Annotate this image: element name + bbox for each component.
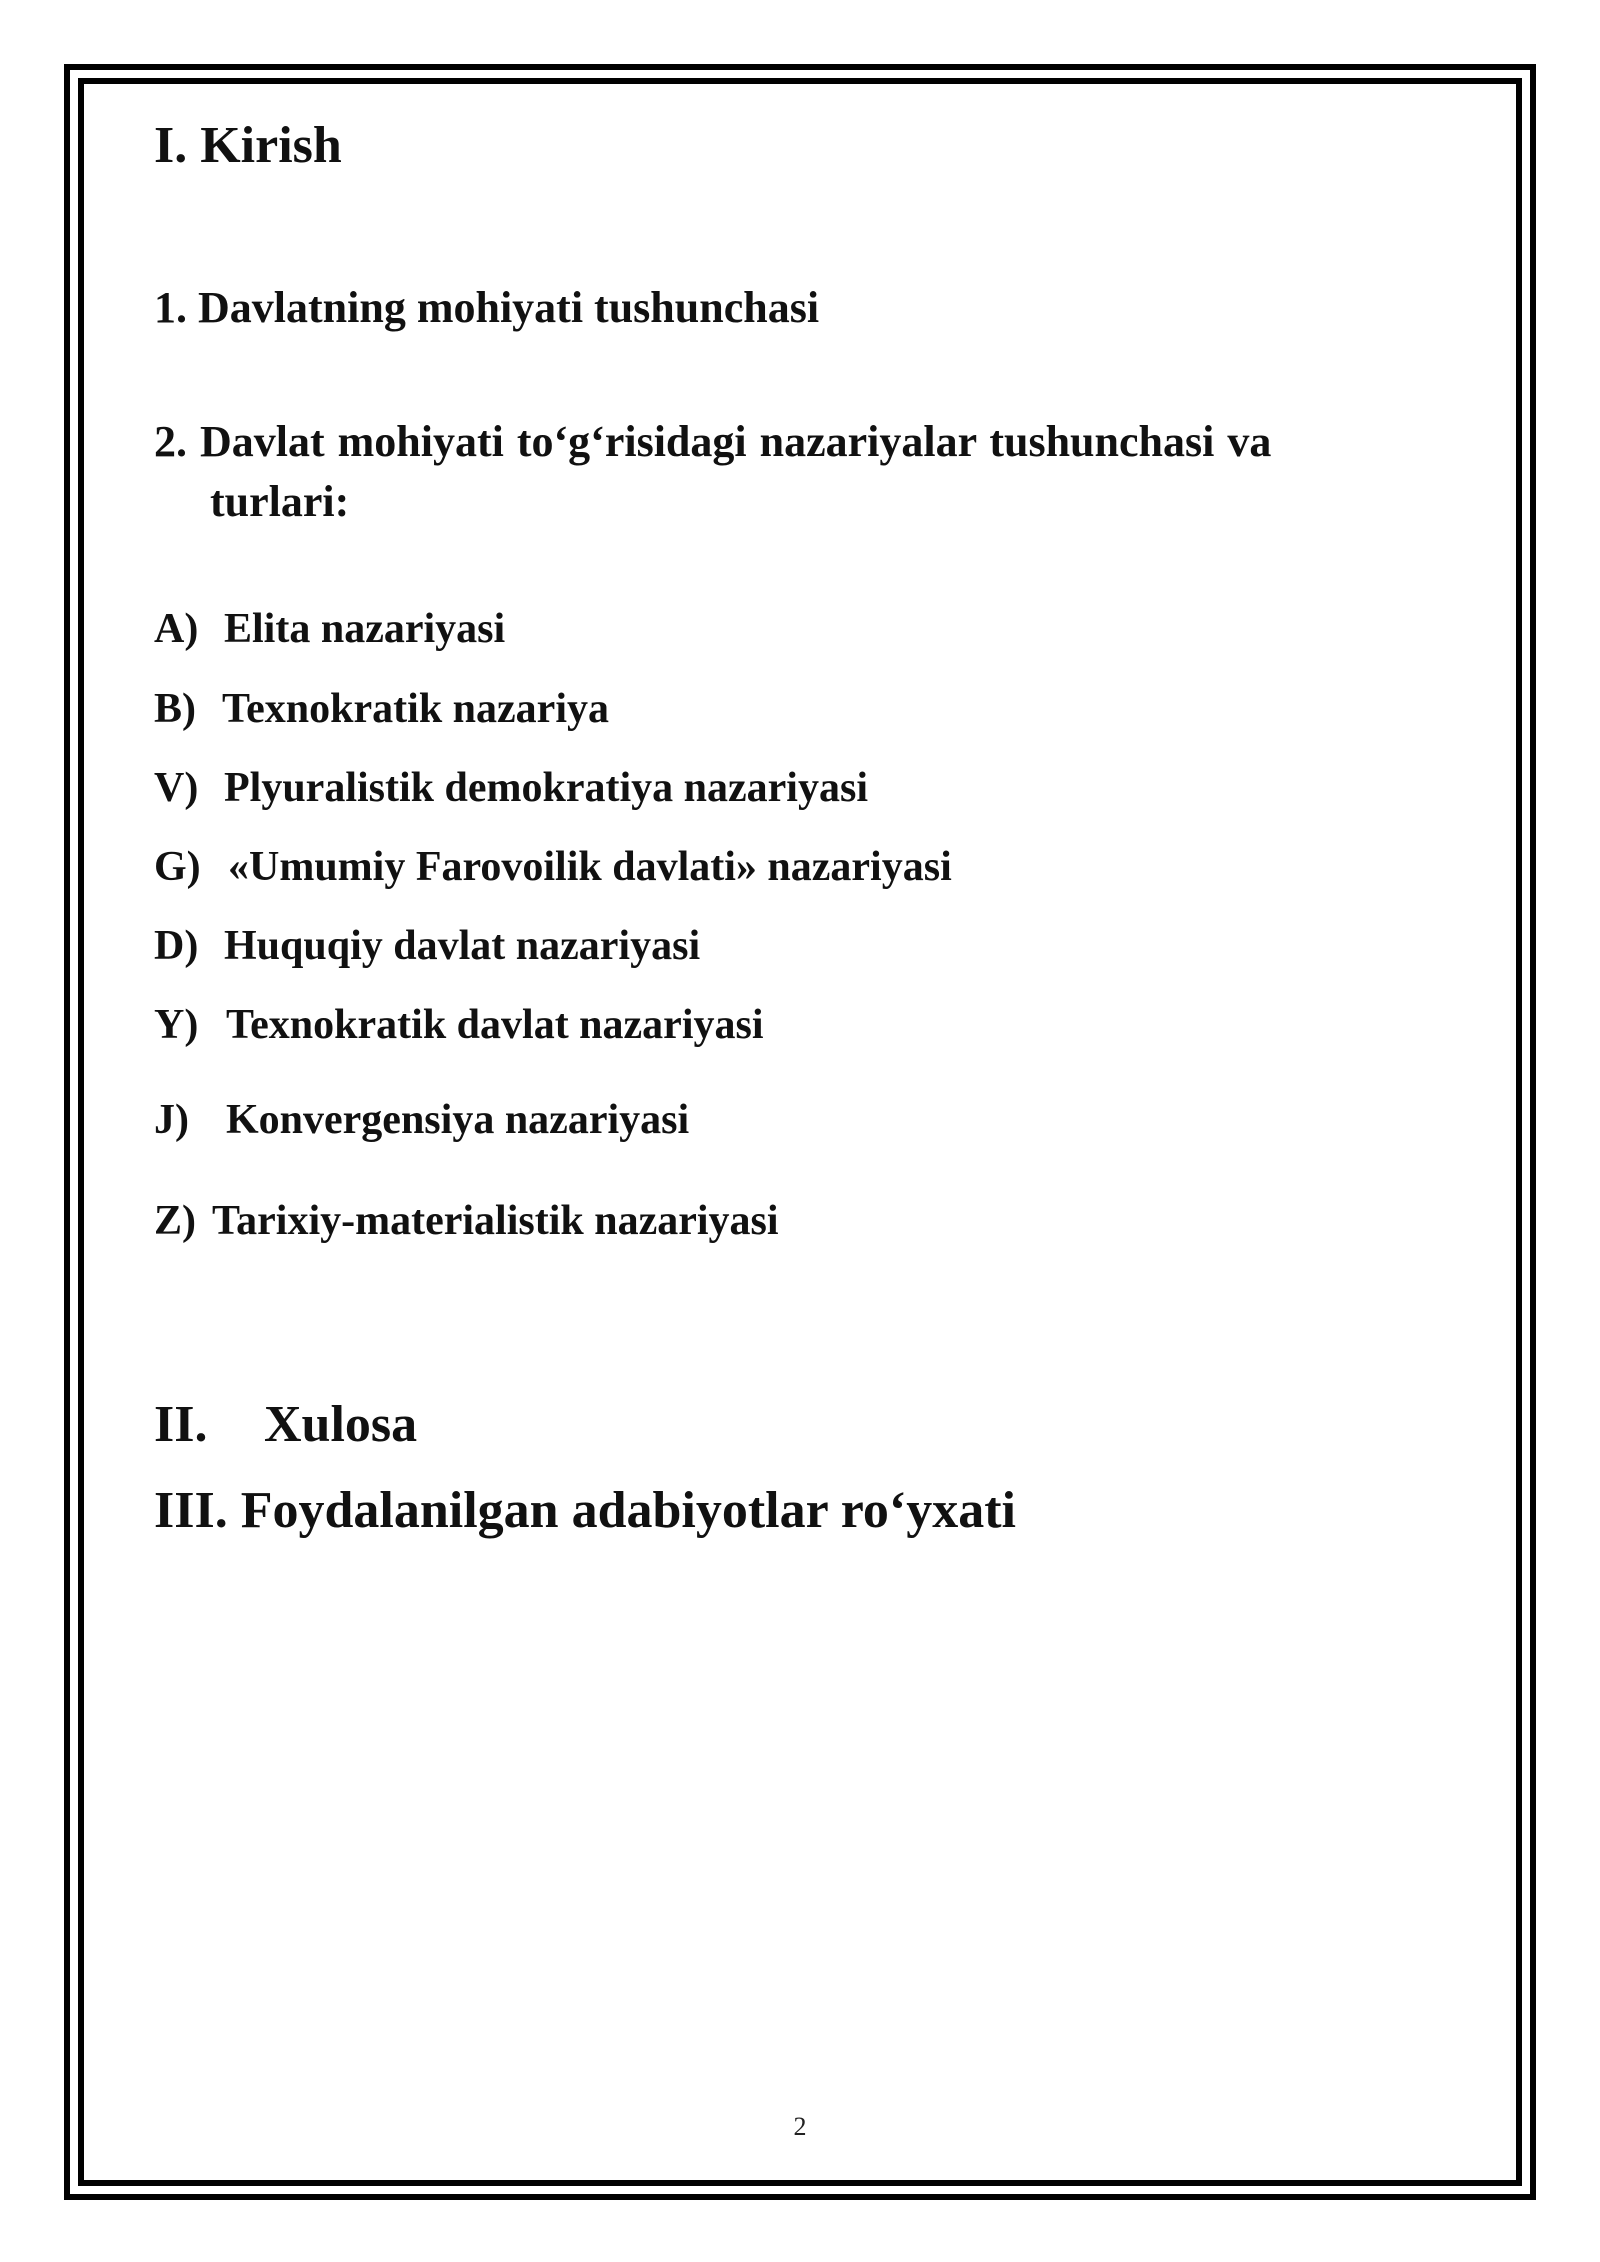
list-item-label: Texnokratik davlat nazariyasi — [226, 1002, 764, 1048]
item-2-line-2: turlari: — [210, 477, 350, 526]
list-item-theory-g — [154, 846, 952, 888]
list-item-theory-d — [154, 925, 700, 967]
list-item-theory-z — [154, 1200, 779, 1242]
list-item-label: Elita nazariyasi — [224, 606, 506, 652]
list-item-label: Plyuralistik demokratiya nazariyasi — [224, 765, 868, 811]
list-item-theory-j — [154, 1099, 689, 1141]
section-intro-heading: I. Kirish — [154, 117, 342, 174]
list-item-marker: V) — [154, 765, 199, 811]
list-item-marker: J) — [154, 1097, 189, 1143]
list-item-theory-a — [154, 608, 505, 650]
list-item-label: Huquqiy davlat nazariyasi — [224, 923, 701, 969]
item-2-line-1: 2. Davlat mohiyati to‘g‘risidagi nazariyalar tushunchasi va — [154, 417, 1272, 466]
list-item-theory-y — [154, 1004, 764, 1046]
section-conclusion-heading — [154, 1396, 418, 1453]
list-item-theory-b — [154, 688, 609, 730]
list-item-marker: B) — [154, 686, 196, 732]
list-item-label: «Umumiy Farovoilik davlati» nazariyasi — [228, 844, 952, 890]
list-item-marker: Z) — [154, 1198, 196, 1244]
list-item-marker: A) — [154, 606, 199, 652]
list-item-marker: D) — [154, 923, 199, 969]
list-item-label: Tarixiy-materialistik nazariyasi — [212, 1198, 779, 1244]
list-item-marker: G) — [154, 844, 201, 890]
section-label: Xulosa — [264, 1396, 418, 1453]
list-item-label: Konvergensiya nazariyasi — [226, 1097, 690, 1143]
list-item-label: Texnokratik nazariya — [222, 686, 609, 732]
section-references-heading: III. Foydalanilgan adabiyotlar ro‘yxati — [154, 1482, 1016, 1539]
page-number: 2 — [793, 2112, 807, 2141]
list-item-marker: Y) — [154, 1002, 199, 1048]
item-1: 1. Davlatning mohiyati tushunchasi — [154, 283, 820, 332]
section-number: II. — [154, 1396, 208, 1453]
list-item-theory-v — [154, 767, 868, 809]
